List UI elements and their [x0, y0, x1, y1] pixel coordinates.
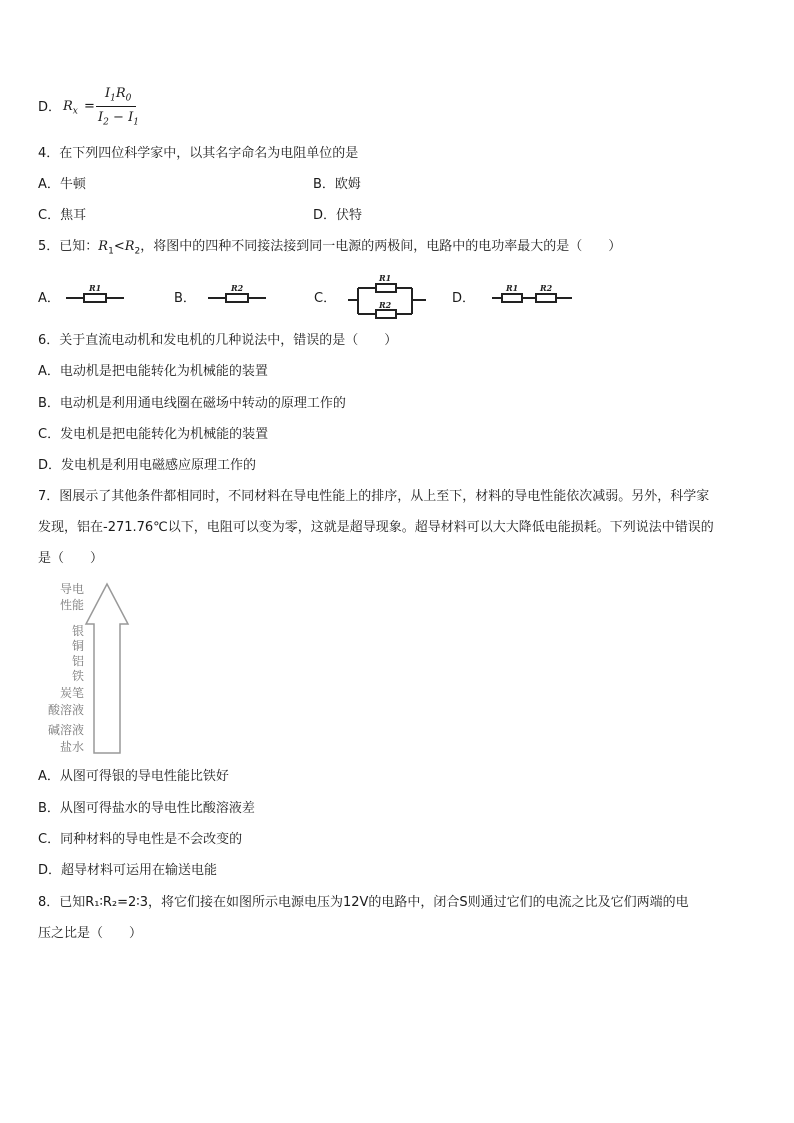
label-r1: R1: [89, 283, 102, 293]
resistor-r2: [226, 294, 248, 302]
q4-option-b: B．欧姆: [313, 177, 361, 192]
q4-option-a: A．牛顿: [38, 177, 86, 192]
material-acid: 酸溶液: [47, 703, 84, 717]
label-r1: R1: [379, 273, 392, 283]
q7-option-d: D．超导材料可运用在输送电能: [38, 863, 218, 878]
circuit-d-diagram: [490, 282, 576, 306]
material-silver: 银: [71, 624, 84, 638]
material-saltwater: 盐水: [59, 740, 84, 754]
q4-stem: 4．在下列四位科学家中，以其名字命名为电阻单位的是: [38, 146, 359, 161]
material-iron: 铁: [71, 669, 84, 683]
axis-label-1: 导电: [59, 582, 84, 596]
q7-stem-line-3: 是（ ）: [38, 551, 104, 566]
q4-option-c: C．焦耳: [38, 208, 87, 223]
q6-option-a: A．电动机是把电能转化为机械能的装置: [38, 364, 268, 379]
label-r2: R2: [540, 283, 553, 293]
label-r1: R1: [506, 283, 519, 293]
q5-option-c-letter: C．: [314, 291, 337, 306]
material-aluminum: 铝: [71, 654, 84, 668]
conductivity-arrow: [84, 582, 130, 756]
resistor-r1: [376, 284, 396, 292]
q5-option-d-letter: D．: [452, 291, 476, 306]
q6-option-b: B．电动机是利用通电线圈在磁场中转动的原理工作的: [38, 396, 346, 411]
q3-option-d: [38, 99, 61, 117]
label-r2: R2: [231, 283, 244, 293]
label-r2: R2: [379, 300, 392, 310]
q8-stem-line-1: 8．已知R₁∶R₂=2∶3，将它们接在如图所示电源电压为12V的电路中，闭合S则通过它们的电流之比及它们两端的电: [38, 895, 689, 910]
q4-option-d: D．伏特: [313, 208, 363, 223]
fraction-bar: [96, 106, 136, 107]
q7-stem-line-2: 发现，铝在-271.76℃以下，电阻可以变为零，这就是超导现象。超导材料可以大大降低电能损耗。下列说法中错误的: [38, 520, 714, 535]
circuit-c-diagram: [346, 270, 430, 322]
material-carbon: 炭笔: [59, 686, 84, 700]
q6-stem: 6．关于直流电动机和发电机的几种说法中，错误的是（ ）: [38, 333, 398, 348]
resistor-r2: [376, 310, 396, 318]
q5-option-a-letter: A．: [38, 291, 60, 306]
q7-option-b: B．从图可得盐水的导电性比酸溶液差: [38, 801, 255, 816]
option-letter: D．: [38, 100, 62, 115]
resistor-r2: [536, 294, 556, 302]
circuit-b-diagram: [206, 282, 270, 306]
q7-option-c: C．同种材料的导电性是不会改变的: [38, 832, 243, 847]
q5-stem: 5．已知：$R_1<R_2$，将图中的四种不同接法接到同一电源的两极间，电路中的电功率最大的是（ ）: [38, 239, 622, 257]
material-copper: 铜: [71, 639, 84, 653]
q5-option-b-letter: B．: [174, 291, 196, 306]
q6-option-d: D．发电机是利用电磁感应原理工作的: [38, 458, 257, 473]
resistor-r1: [84, 294, 106, 302]
q8-stem-line-2: 压之比是（ ）: [38, 926, 143, 941]
circuit-a-diagram: [64, 282, 128, 306]
formula-rx: $R_x$ = $I_1R_0$ $I_2 - I_1$: [63, 86, 139, 128]
q6-option-c: C．发电机是把电能转化为机械能的装置: [38, 427, 269, 442]
q7-stem-line-1: 7．图展示了其他条件都相同时，不同材料在导电性能上的排序，从上至下，材料的导电性能依次减弱。另外，科学家: [38, 489, 710, 504]
q7-option-a: A．从图可得银的导电性能比铁好: [38, 769, 229, 784]
axis-label-2: 性能: [59, 598, 84, 612]
resistor-r1: [502, 294, 522, 302]
material-alkali: 碱溶液: [47, 723, 84, 737]
